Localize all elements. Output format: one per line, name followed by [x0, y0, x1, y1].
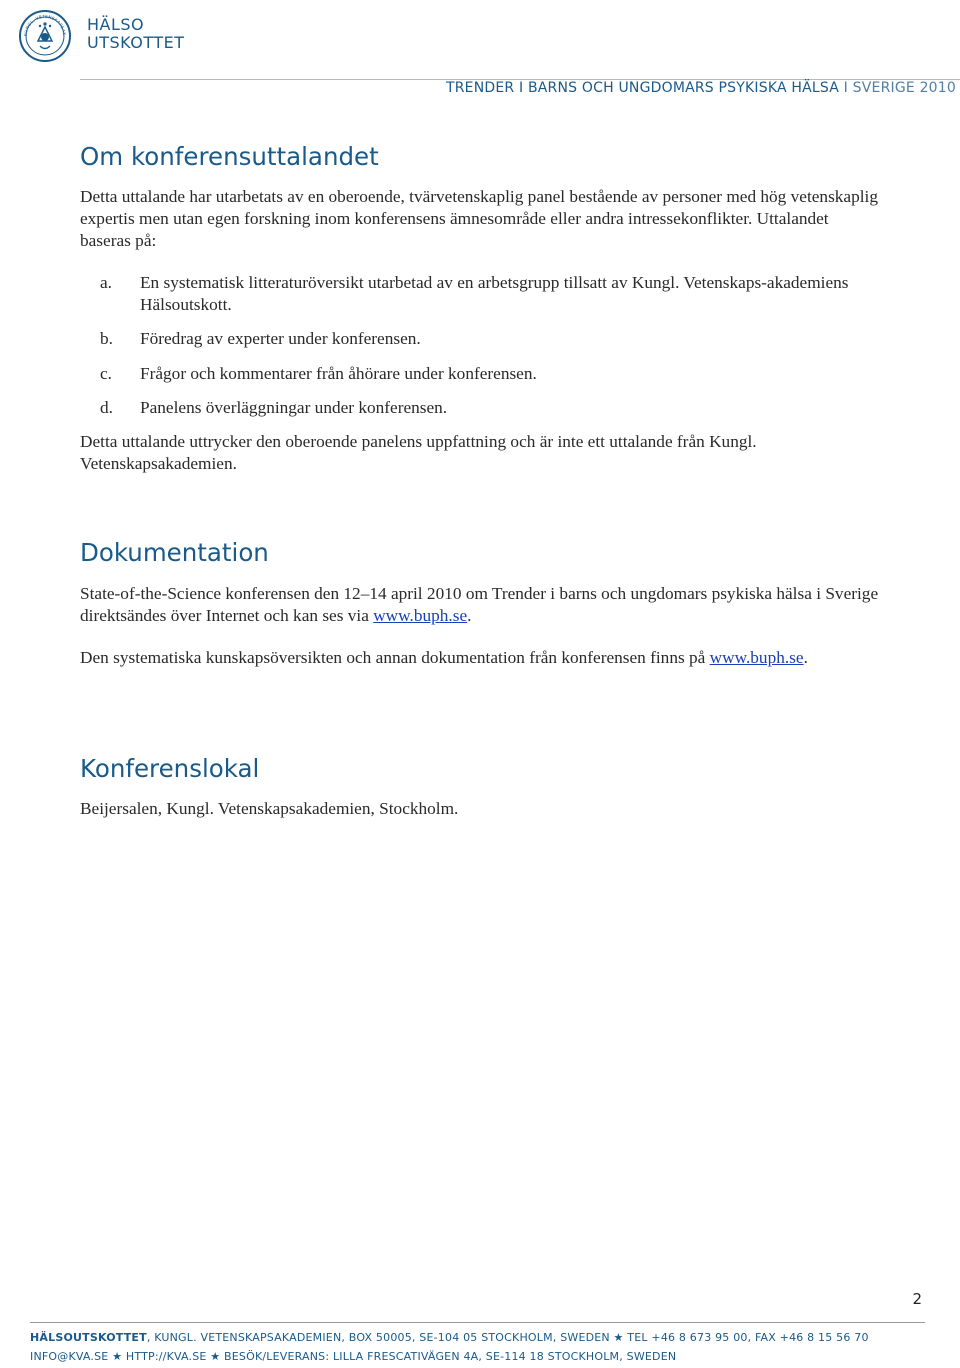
docs-p2-end: .: [803, 648, 808, 667]
running-title-main: TRENDER I BARNS OCH UNGDOMARS PSYKISKA HÄLSA: [445, 80, 840, 96]
running-title-sub: SVERIGE 2010: [852, 80, 956, 96]
docs-p1-text: State-of-the-Science konferensen den 12–14 april 2010 om Trender i barns och ungdomars psykiska hälsa i Sverige direktsändes över Internet och kan ses via: [80, 584, 879, 625]
footer-divider: [30, 1322, 925, 1323]
list-item-text: En systematisk litteraturöversikt utarbetad av en arbetsgrupp tillsatt av Kungl. Vetenskaps-akademiens Hälsoutskott.: [140, 273, 849, 314]
list-marker: b.: [100, 329, 113, 348]
running-title-sep: I: [839, 80, 853, 96]
about-closing: Detta uttalande uttrycker den oberoende panelens uppfattning och är inte ett uttalande från Kungl. Vetenskapsakademien.: [80, 432, 757, 473]
footer-address-rest: , KUNGL. VETENSKAPSAKADEMIEN, BOX 50005, SE-104 05 STOCKHOLM, SWEDEN ★ TEL +46 8 673 95 00, FAX +46 8 15 56 70: [146, 1331, 869, 1344]
list-marker: d.: [100, 398, 113, 417]
list-marker: c.: [100, 364, 112, 383]
venue-text: Beijersalen, Kungl. Vetenskapsakademien, Stockholm.: [80, 799, 459, 818]
footer-contact: INFO@KVA.SE ★ HTTP://KVA.SE ★ BESÖK/LEVERANS: LILLA FRESCATIVÄGEN 4A, SE-114 18 STOCKHOLM, SWEDEN: [30, 1350, 677, 1363]
seal-emblem-icon: [18, 5, 72, 65]
brand-line-2: UTSKOTTET: [87, 33, 185, 52]
list-item-text: Panelens överläggningar under konferensen.: [140, 398, 448, 417]
section-heading-docs: Dokumentation: [80, 538, 269, 567]
section-heading-venue: Konferenslokal: [80, 754, 260, 783]
buph-link[interactable]: www.buph.se: [373, 606, 468, 625]
page-number: 2: [912, 1290, 922, 1308]
buph-link[interactable]: www.buph.se: [709, 648, 804, 667]
brand-line-1: HÄLSO: [87, 15, 145, 34]
section-heading-about: Om konferensuttalandet: [80, 142, 379, 171]
about-intro: Detta uttalande har utarbetats av en oberoende, tvärvetenskaplig panel bestående av personer med hög vetenskaplig expertis men utan egen forskning inom konferensens ämnesområde eller andra intressekonflikter. Uttalandet baseras på:: [80, 187, 878, 250]
docs-p2-text: Den systematiska kunskapsöversikten och annan dokumentation från konferensen finns på: [80, 648, 710, 667]
footer-address: [30, 1331, 869, 1344]
docs-paragraph-1: [80, 583, 880, 627]
list-item-text: Frågor och kommentarer från åhörare under konferensen.: [140, 364, 537, 383]
list-item-text: Föredrag av experter under konferensen.: [140, 329, 421, 348]
docs-p1-end: .: [467, 606, 472, 625]
brand-wordmark: [87, 16, 185, 52]
svg-text:KUNGL. VETENSKAPSAKADEMIEN: KUNGL. VETENSKAPSAK: [22, 13, 68, 37]
footer-org: HÄLSOUTSKOTTET: [30, 1331, 147, 1344]
docs-paragraph-2: [80, 647, 880, 669]
list-marker: a.: [100, 273, 112, 292]
running-title: [446, 80, 956, 96]
